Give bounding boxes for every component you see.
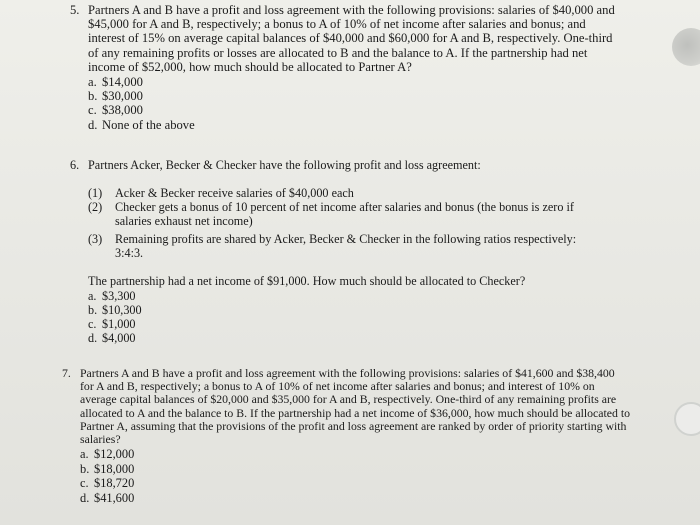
- question-number: 6.: [70, 158, 80, 172]
- answer-option: [88, 303, 590, 317]
- question-6: [70, 158, 590, 345]
- agreement-condition: [70, 186, 590, 200]
- option-text: $4,000: [102, 331, 136, 345]
- question-number: 5.: [70, 3, 80, 17]
- option-text: $18,720: [94, 476, 135, 491]
- option-letter: b.: [88, 89, 98, 104]
- option-text: $14,000: [102, 75, 143, 90]
- answer-option: [88, 317, 590, 331]
- answer-option: [88, 103, 670, 117]
- option-letter: a.: [88, 289, 97, 303]
- question-text: The partnership had a net income of $91,000. How much should be allocated to Checker?: [88, 274, 526, 288]
- question-text-line: salaries?: [80, 432, 121, 447]
- condition-text: Acker & Becker receive salaries of $40,000 each: [115, 186, 354, 200]
- question-text-line: allocated to A and the balance to B. If the partnership had a net income of $36,000, how much should be allocated to: [80, 405, 631, 420]
- option-text: None of the above: [102, 117, 195, 132]
- option-text: $1,000: [102, 317, 136, 331]
- question-text-line: average capital balances of $20,000 and $35,000 for A and B, respectively. One-third of any remaining profits are: [80, 392, 617, 407]
- agreement-condition: [70, 200, 590, 228]
- question-7: [62, 367, 674, 506]
- option-letter: d.: [88, 117, 98, 132]
- option-letter: b.: [80, 461, 90, 476]
- option-letter: c.: [88, 317, 97, 331]
- question-text-line: Partners A and B have a profit and loss agreement with the following provisions: salaries of $40,000 and: [88, 3, 615, 17]
- question-text-line: Partners A and B have a profit and loss agreement with the following provisions: salaries of $41,600 and $38,400: [80, 366, 615, 380]
- option-text: $18,000: [94, 461, 135, 476]
- question-number: 7.: [62, 366, 71, 380]
- option-letter: c.: [80, 476, 89, 491]
- option-letter: a.: [88, 75, 97, 90]
- answer-option: [88, 75, 670, 89]
- condition-number: (3): [88, 232, 103, 246]
- option-letter: d.: [88, 331, 98, 345]
- option-text: $3,300: [102, 289, 136, 303]
- option-text: $41,600: [94, 491, 135, 505]
- agreement-condition: [70, 232, 590, 260]
- condition-number: (1): [88, 186, 103, 200]
- option-letter: a.: [80, 447, 89, 462]
- answer-option: [88, 331, 590, 345]
- question-5: [70, 3, 670, 132]
- answer-option: [80, 447, 674, 462]
- binder-hole-top: [672, 28, 700, 66]
- question-text-line: interest of 15% on average capital balances of $40,000 and $60,000 for A and B, respectively. One-third: [88, 31, 613, 46]
- answer-options: [62, 447, 674, 505]
- option-text: $30,000: [102, 89, 143, 104]
- answer-option: [88, 89, 670, 103]
- condition-text: Remaining profits are shared by Acker, Becker & Checker in the following ratios respectively: 3:4:3.: [115, 232, 577, 260]
- condition-number: (2): [88, 200, 103, 214]
- answer-option: [88, 289, 590, 303]
- answer-option: [88, 118, 670, 132]
- question-text-line: $45,000 for A and B, respectively; a bonus to A of 10% of net income after salaries and bonus; and: [88, 17, 586, 32]
- answer-option: [80, 476, 674, 491]
- question-text-line: of any remaining profits or losses are allocated to B and the balance to A. If the partnership had net: [88, 45, 588, 60]
- answer-option: [80, 491, 674, 506]
- binder-hole-bottom: [674, 402, 700, 436]
- question-text: Partners Acker, Becker & Checker have the following profit and loss agreement:: [88, 158, 481, 172]
- option-letter: d.: [80, 491, 90, 505]
- option-text: $10,300: [102, 303, 142, 317]
- question-text-line: income of $52,000, how much should be allocated to Partner A?: [88, 59, 412, 74]
- option-letter: b.: [88, 303, 98, 317]
- option-text: $12,000: [94, 447, 135, 462]
- question-text-line: for A and B, respectively; a bonus to A of 10% of net income after salaries and bonus; and interest of 10% on: [80, 379, 595, 394]
- question-text-line: Partner A, assuming that the provisions of the profit and loss agreement are ranked by order of priority starting with: [80, 418, 627, 433]
- answer-option: [80, 462, 674, 477]
- option-text: $38,000: [102, 103, 143, 118]
- option-letter: c.: [88, 103, 97, 118]
- answer-options: [70, 75, 670, 132]
- condition-text: Checker gets a bonus of 10 percent of net income after salaries and bonus (the bonus is zero if salaries exhaust net income): [115, 200, 574, 228]
- answer-options: [70, 289, 590, 345]
